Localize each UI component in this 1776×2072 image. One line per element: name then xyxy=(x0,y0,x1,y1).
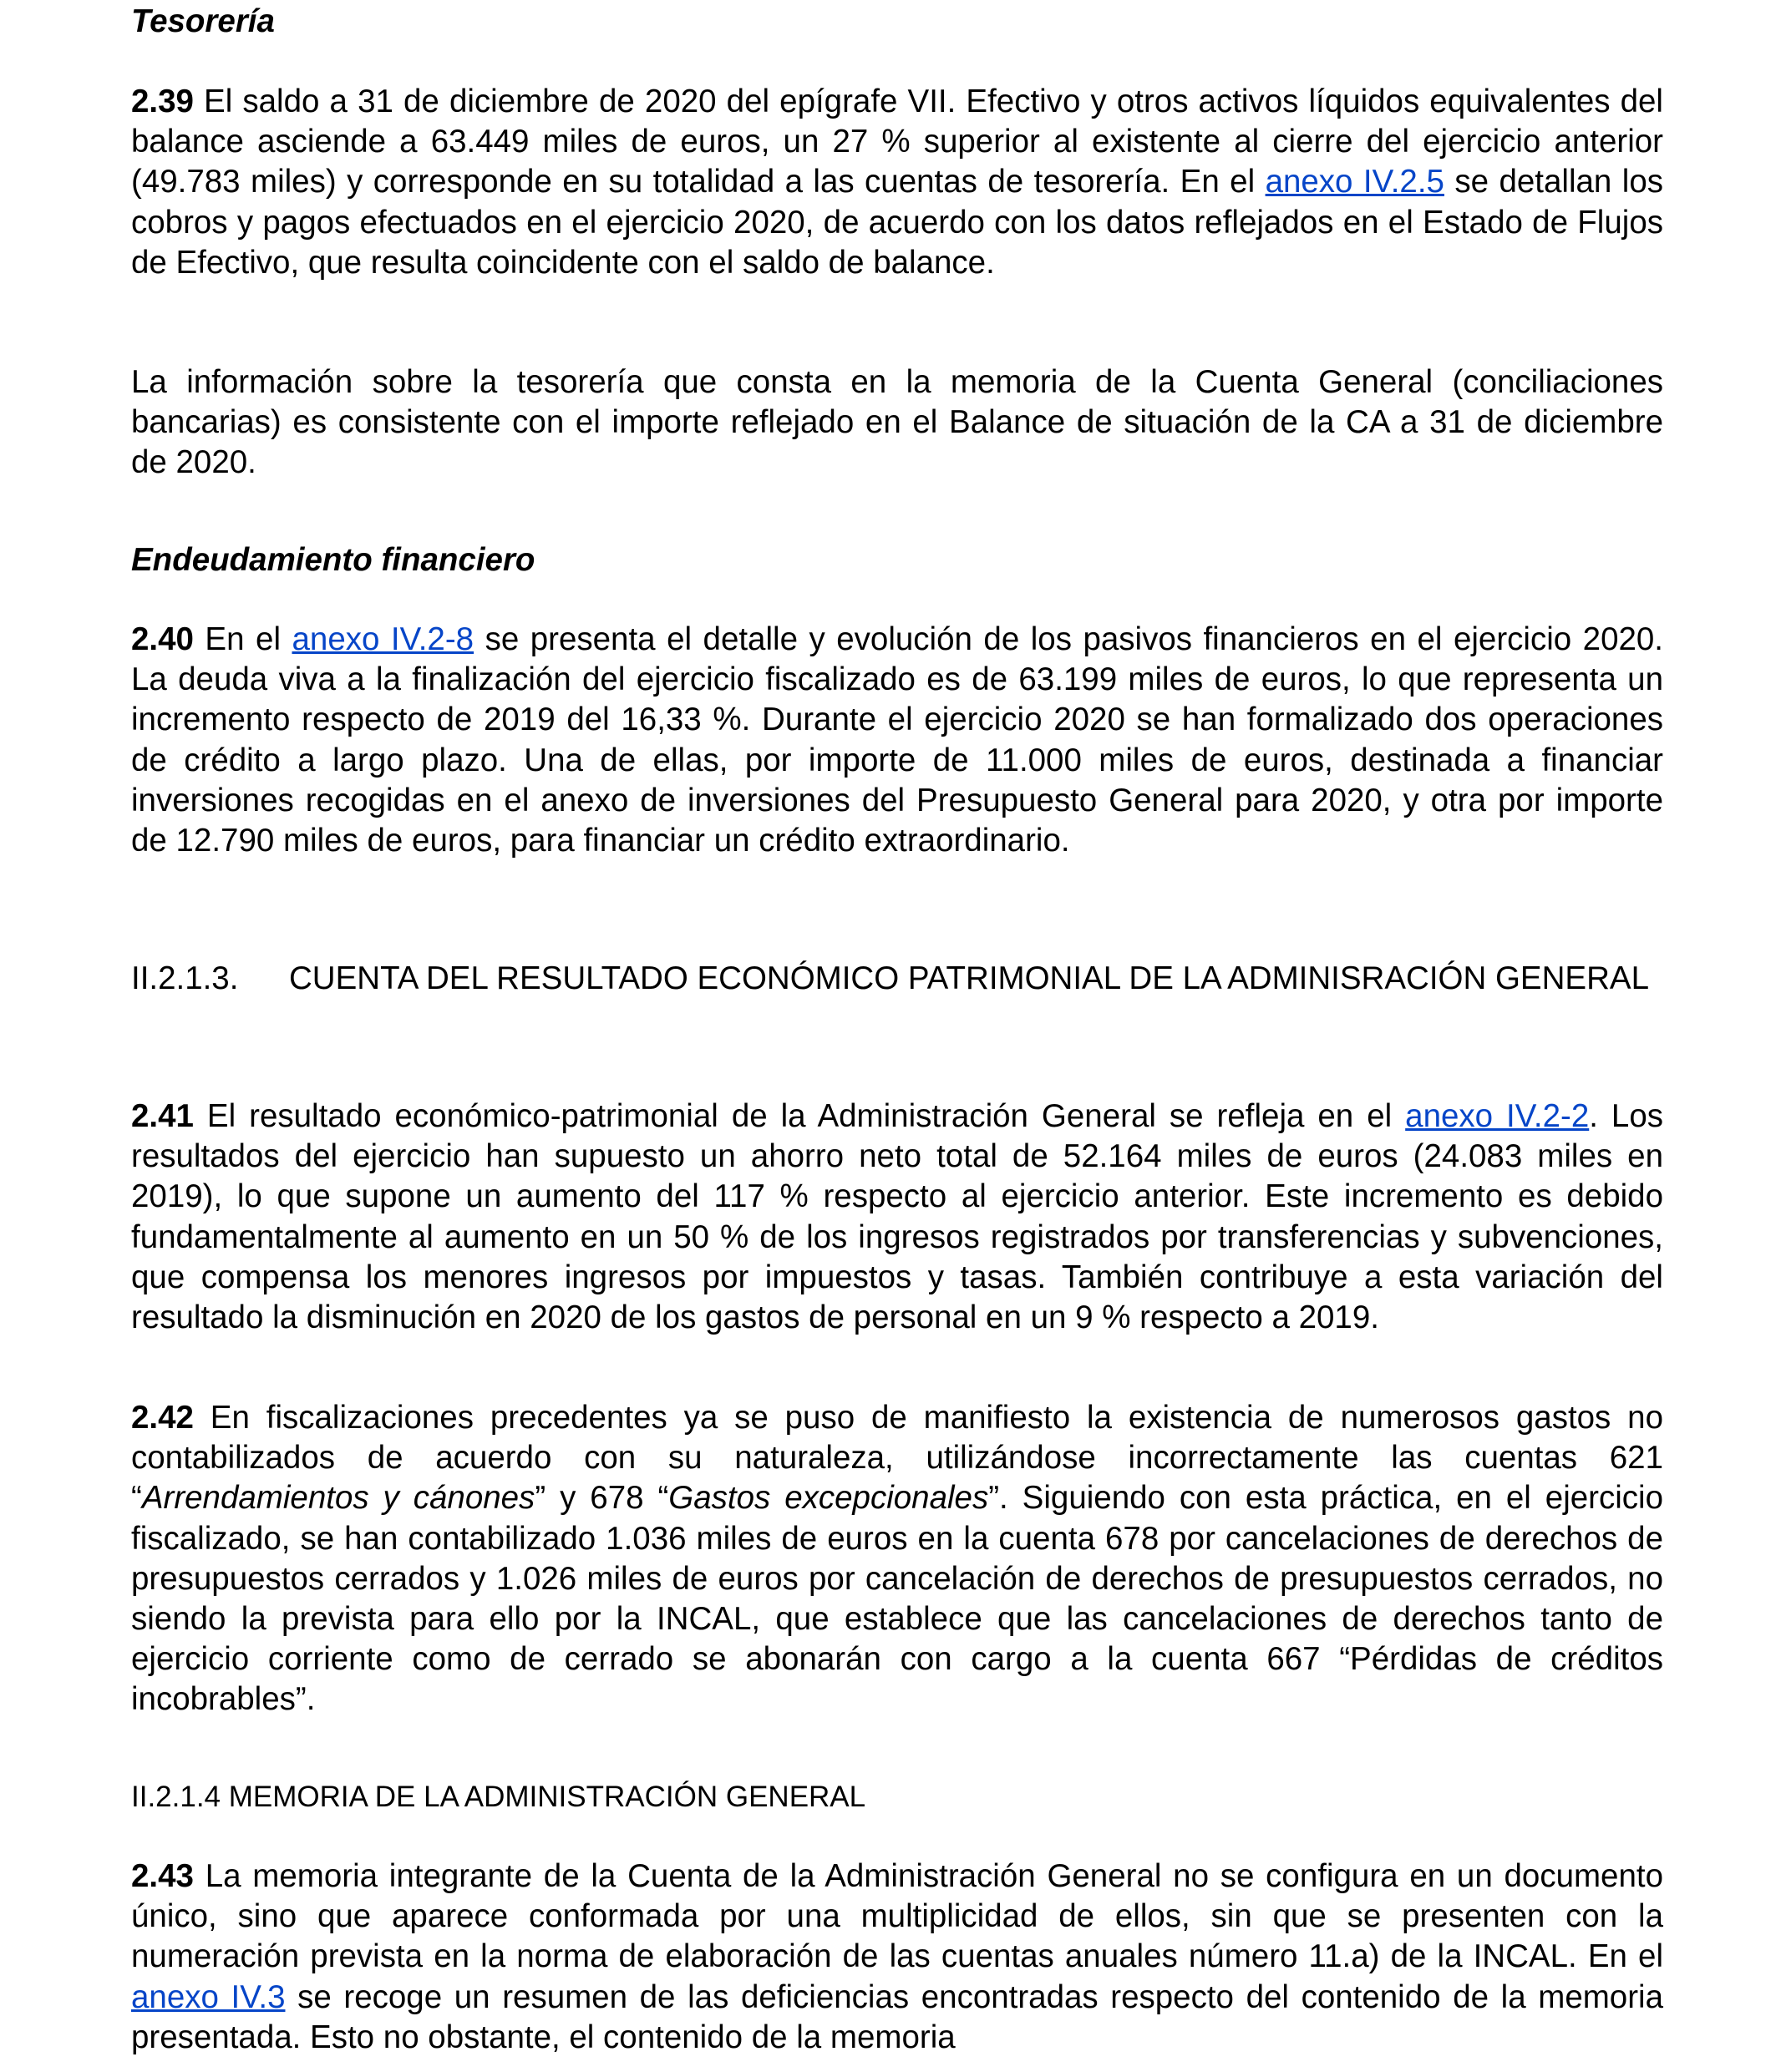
paragraph-tesoreria-info: La información sobre la tesorería que consta en la memoria de la Cuenta General (conciliaciones bancarias) es consistente con el importe reflejado en el Balance de situación de la CA a 31 de diciembre de 2020. xyxy=(131,364,1663,481)
paragraph-text: ”. Siguiendo con esta práctica, en el ejercicio fiscalizado, se han contabilizado 1.036 miles de euros en la cuenta 678 por cancelaciones de derechos de presupuestos cerrados y 1.026 miles de euros por cancelación de derechos de presupuestos cerrados, no siendo la prevista para ello por la INCAL, que establece que las cancelaciones de derechos tanto de ejercicio corriente como de cerrado se abonarán con cargo a la cuenta 667 “Pérdidas de créditos incobrables”. xyxy=(131,1480,1663,1718)
paragraph-text: En fiscalizaciones precedentes ya se puso de manifiesto la existencia de numerosos gastos no contabilizados de acuerdo con su naturaleza, utilizándose incorrectamente las cuentas 621 “ xyxy=(131,1400,1663,1517)
section-heading-ii-2-1-4: II.2.1.4 MEMORIA DE LA ADMINISTRACIÓN GENERAL xyxy=(131,1781,866,1813)
paragraph-2-42 xyxy=(131,1398,1663,1720)
heading-endeudamiento: Endeudamiento financiero xyxy=(131,542,535,578)
italic-text: Gastos excepcionales xyxy=(668,1480,989,1517)
paragraph-text: ” y 678 “ xyxy=(535,1480,669,1517)
paragraph-text: El saldo a 31 de diciembre de 2020 del epígrafe VII. Efectivo y otros activos líquidos equivalentes del balance asciende a 63.449 miles de euros, un 27 % superior al existente al cierre del ejercicio anterior (49.783 miles) y corresponde en su totalidad a las cuentas de tesorería. En el xyxy=(131,84,1663,200)
anexo-link[interactable]: anexo IV.2-2 xyxy=(1405,1098,1590,1134)
paragraph-2-40 xyxy=(131,620,1663,861)
paragraph-text: El resultado económico-patrimonial de la Administración General se refleja en el xyxy=(193,1098,1406,1134)
paragraph-2-41 xyxy=(131,1097,1663,1338)
paragraph-number: 2.39 xyxy=(131,84,194,119)
paragraph-text: En el xyxy=(193,621,292,657)
italic-text: Arrendamientos y cánones xyxy=(141,1480,535,1517)
anexo-link[interactable]: anexo IV.2.5 xyxy=(1265,164,1444,200)
heading-tesoreria: Tesorería xyxy=(131,3,275,39)
paragraph-text: . Los resultados del ejercicio han supuesto un ahorro neto total de 52.164 miles de euros (24.083 miles en 2019), lo que supone un aumento del 117 % respecto al ejercicio anterior. Este incremento es debido fundamentalmente al aumento en un 50 % de los ingresos registrados por transferencias y subvenciones, que compensa los menores ingresos por impuestos y tasas. También contribuye a esta variación del resultado la disminución en 2020 de los gastos de personal en un 9 % respecto a 2019. xyxy=(131,1098,1664,1336)
paragraph-number: 2.43 xyxy=(131,1858,194,1894)
anexo-link[interactable]: anexo IV.2-8 xyxy=(292,621,474,657)
paragraph-number: 2.41 xyxy=(131,1098,194,1134)
section-heading-ii-2-1-3 xyxy=(131,959,1663,999)
paragraph-number: 2.42 xyxy=(131,1400,194,1436)
section-title: CUENTA DEL RESULTADO ECONÓMICO PATRIMONIAL DE LA ADMINISRACIÓN GENERAL xyxy=(289,960,1649,996)
section-number: II.2.1.3. xyxy=(131,960,239,996)
paragraph-text: La memoria integrante de la Cuenta de la Administración General no se configura en un documento único, sino que aparece conformada por una multiplicidad de ellos, sin que se presenten con la numeración prevista en la norma de elaboración de las cuentas anuales número 11.a) de la INCAL. En el xyxy=(131,1858,1663,1975)
paragraph-text: se presenta el detalle y evolución de los pasivos financieros en el ejercicio 2020. La deuda viva a la finalización del ejercicio fiscalizado es de 63.199 miles de euros, lo que representa un incremento respecto de 2019 del 16,33 %. Durante el ejercicio 2020 se han formalizado dos operaciones de crédito a largo plazo. Una de ellas, por importe de 11.000 miles de euros, destinada a financiar inversiones recogidas en el anexo de inversiones del Presupuesto General para 2020, y otra por importe de 12.790 miles de euros, para financiar un crédito extraordinario. xyxy=(131,621,1664,859)
paragraph-number: 2.40 xyxy=(131,621,194,657)
paragraph-2-43 xyxy=(131,1857,1663,2058)
paragraph-text: se recoge un resumen de las deficiencias encontradas respecto del contenido de la memoria presentada. Esto no obstante, el contenido de la memoria xyxy=(131,1978,1663,2055)
paragraph-2-39 xyxy=(131,82,1663,283)
anexo-link[interactable]: anexo IV.3 xyxy=(131,1978,286,2015)
paragraph-text: se detallan los cobros y pagos efectuados en el ejercicio 2020, de acuerdo con los datos reflejados en el Estado de Flujos de Efectivo, que resulta coincidente con el saldo de balance. xyxy=(131,164,1663,281)
